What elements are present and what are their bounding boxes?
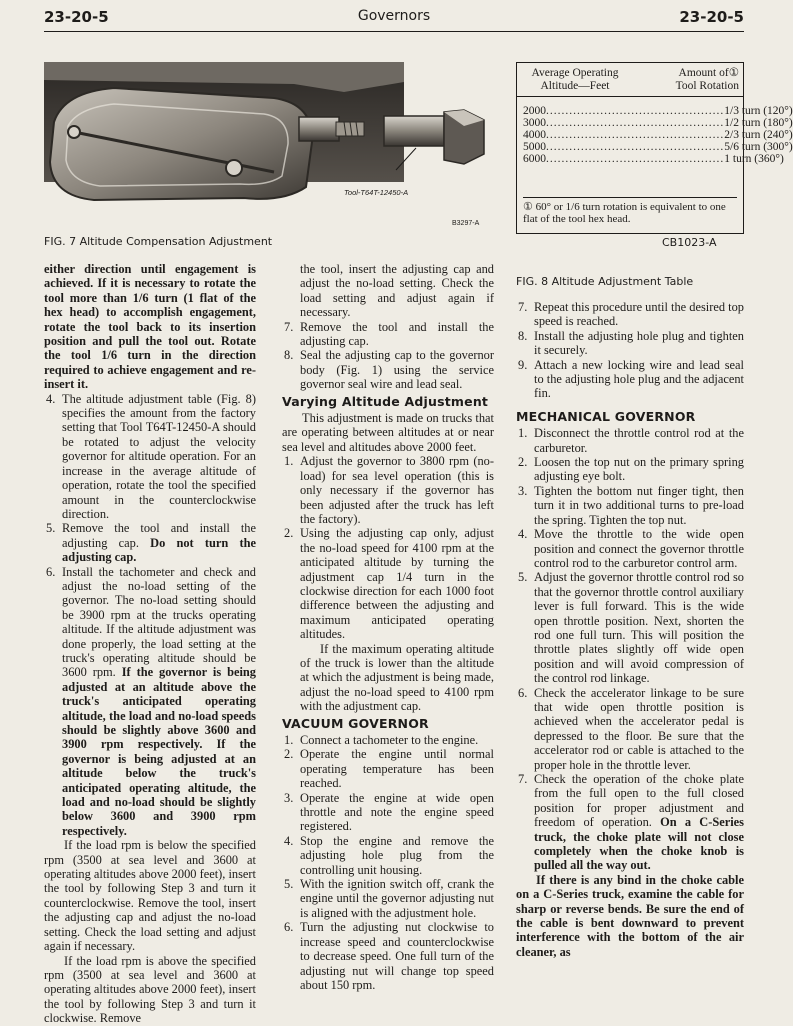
table-header-rotation: Amount of① Tool Rotation bbox=[675, 67, 739, 92]
tool-label: Tool-T64T-12450-A bbox=[344, 188, 409, 197]
list-item: 7. Repeat this procedure until the desired top speed is reached. bbox=[518, 300, 744, 329]
table-row: 2000 .............................................. 1/3 turn (120°) bbox=[523, 105, 793, 117]
list-item: 3. Operate the engine at wide open throttle and note the engine speed registered. bbox=[284, 790, 494, 834]
paragraph: If the load rpm is below the specified rpm (3500 at sea level and 3600 at operating altitudes above 2000 feet), insert the tool by following Step 3 and turn it counterclockwise. Remove the tool, insert the adjusting cap and adjust the no-load setting. Check the load setting and adjust again if necessary. bbox=[44, 838, 256, 954]
fig8-caption: FIG. 8 Altitude Adjustment Table bbox=[516, 275, 694, 288]
table-rows bbox=[517, 97, 793, 165]
table-header bbox=[517, 63, 743, 97]
list-item: 9. Attach a new locking wire and lead seal to the adjusting hole plug and the adjacent fin. bbox=[518, 357, 744, 401]
list-item: 5. Adjust the governor throttle control rod so that the governor throttle control auxiliary lever is full forward. This is the wide open throttle position. Next, shorten the rod one full turn. This will position the throttle plates slightly off wide open position and will avoid compression of the control rod linkage. bbox=[518, 570, 744, 686]
table-row: 5000 .............................................. 5/6 turn (300°) bbox=[523, 141, 793, 153]
table-row: 3000 .............................................. 1/2 turn (180°) bbox=[523, 117, 793, 129]
paragraph: If there is any bind in the choke cable on a C-Series truck, examine the cable for sharp or reverse bends. Be sure the end of the cable is bent downward to prevent interference with the bottom of the air cleaner, as bbox=[516, 872, 744, 959]
page-header bbox=[44, 6, 744, 32]
list-item: 5. Remove the tool and install the adjusting cap. Do not turn the adjusting cap. bbox=[46, 521, 256, 565]
list-item: 3. Tighten the bottom nut finger tight, then turn it in two additional turns to pre-load the spring. Tighten the top nut. bbox=[518, 483, 744, 527]
paragraph: If the load rpm is above the specified rpm (3500 at sea level and 3600 at operating altitudes above 2000 feet), insert the tool by following Step 3 and turn it clockwise. Remove bbox=[44, 953, 256, 1026]
fig7-caption: FIG. 7 Altitude Compensation Adjustment bbox=[44, 235, 273, 248]
image-code: B3297-A bbox=[452, 220, 480, 227]
altitude-adjustment-table bbox=[516, 62, 793, 234]
list-item: 7. Check the operation of the choke plate from the full open to the full closed position for proper adjustment and freedom of operation. On a C-Series truck, the choke plate will not close completely when the choke knob is pulled all the way out. bbox=[518, 772, 744, 873]
table-code: CB1023-A bbox=[662, 236, 717, 249]
text-column-1 bbox=[44, 262, 256, 1026]
section-heading: VACUUM GOVERNOR bbox=[282, 715, 429, 731]
list-item: 4. Move the throttle to the wide open position and connect the governor throttle control rod to the carburetor control arm. bbox=[518, 527, 744, 570]
list-item: 5. With the ignition switch off, crank the engine until the governor adjusting nut is aligned with the adjustment hole. bbox=[284, 877, 494, 920]
list-item: 4. The altitude adjustment table (Fig. 8) specifies the amount from the factory setting that Tool T64T-12450-A should be rotated to adjust the velocity governor for altitude operation. For an increase in the average altitude of operation, rotate the tool the specified amount in the counterclockwise direction. bbox=[46, 391, 256, 521]
section-heading: Varying Altitude Adjustment bbox=[282, 393, 489, 409]
paragraph: either direction until engagement is achieved. If it is necessary to rotate the tool more than 1/6 turn (1 flat of the hex head) to accomplish engagement, rotate the tool back to its insertion position and pull the tool out. Rotate the tool 1/6 turn in the direction required to achieve engagement and re-insert it. bbox=[44, 262, 256, 392]
paragraph: the tool, insert the adjusting cap and adjust the no-load setting. Check the load setting and adjust again if necessary. bbox=[300, 262, 494, 320]
list-item: 2. Operate the engine until normal operating temperature has been reached. bbox=[284, 747, 494, 791]
list-item: 2. Loosen the top nut on the primary spring adjusting eye bolt. bbox=[518, 455, 744, 484]
paragraph: This adjustment is made on trucks that are operating between altitudes at or near sea level and altitudes above 2000 feet. bbox=[282, 411, 494, 454]
table-row: 6000 .............................................. 1 turn (360°) bbox=[523, 153, 784, 165]
table-footnote: ① 60° or 1/6 turn rotation is equivalent to one flat of the tool hex head. bbox=[523, 197, 737, 225]
table-row: 4000 .............................................. 2/3 turn (240°) bbox=[523, 129, 793, 141]
list-item: 8. Install the adjusting hole plug and tighten it securely. bbox=[518, 328, 744, 358]
list-item: 6. Check the accelerator linkage to be sure that wide open throttle position is achieved when the accelerator pedal is depressed to the floor. Be sure that the accelerator rod or cable is attached to the proper hole in the throttle lever. bbox=[518, 685, 744, 772]
list-item: 2. Using the adjusting cap only, adjust the no-load speed for 4100 rpm at the anticipated altitude by turning the adjustment cap 1/4 turn in the clockwise direction for each 1000 foot difference between the adjusting and maximum anticipated operating altitudes. bbox=[284, 526, 494, 642]
list-item: 8. Seal the adjusting cap to the governor body (Fig. 1) using the service governor seal wire and lead seal. bbox=[284, 348, 494, 392]
list-item: 4. Stop the engine and remove the adjusting hole plug from the controlling unit housing. bbox=[284, 833, 494, 877]
page-number-left: 23-20-5 bbox=[44, 8, 109, 26]
list-item: 6. Turn the adjusting nut clockwise to increase speed and counterclockwise to decrease speed. One full turn of the adjusting nut will change top speed about 150 rpm. bbox=[284, 920, 494, 992]
text-column-3 bbox=[516, 300, 744, 959]
page-title: Governors bbox=[357, 8, 431, 24]
list-item: 6. Install the tachometer and check and adjust the no-load setting of the governor. The no-load setting should be 3900 rpm at the trucks operating altitude. If the altitude adjustment was done properly, the load setting at the truck's operating altitude should be 3600 rpm. If the governor is being adjusted at an altitude above the truck's anticipated operating altitude, the load and no-load speeds should be slightly above 3600 and 3900 rpm respectively. If the governor is being adjusted at an altitude below the truck's anticipated operating altitude, the load and no-load should be slightly below 3600 and 3900 rpm respectively. bbox=[46, 564, 256, 838]
list-item: 1. Adjust the governor to 3800 rpm (no-load) for sea level operation (this is only necessary if the governor has been adjusted after the truck has left the factory). bbox=[284, 454, 494, 526]
list-item: 1. Disconnect the throttle control rod at the carburetor. bbox=[518, 426, 744, 455]
page-number-right: 23-20-5 bbox=[679, 8, 744, 26]
table-header-altitude: Average Operating Altitude—Feet bbox=[531, 67, 619, 92]
list-item: 7. Remove the tool and install the adjusting cap. bbox=[284, 319, 494, 349]
altitude-compensation-photo bbox=[44, 62, 494, 232]
paragraph: If the maximum operating altitude of the truck is lower than the altitude at which the adjustment is being made, adjust the no-load speed to 4100 rpm with the adjustment cap. bbox=[300, 641, 494, 714]
section-heading: MECHANICAL GOVERNOR bbox=[516, 408, 696, 424]
text-column-2 bbox=[282, 262, 494, 992]
list-item: 1. Connect a tachometer to the engine. bbox=[284, 733, 479, 747]
circled-one-icon: ① bbox=[728, 67, 739, 79]
